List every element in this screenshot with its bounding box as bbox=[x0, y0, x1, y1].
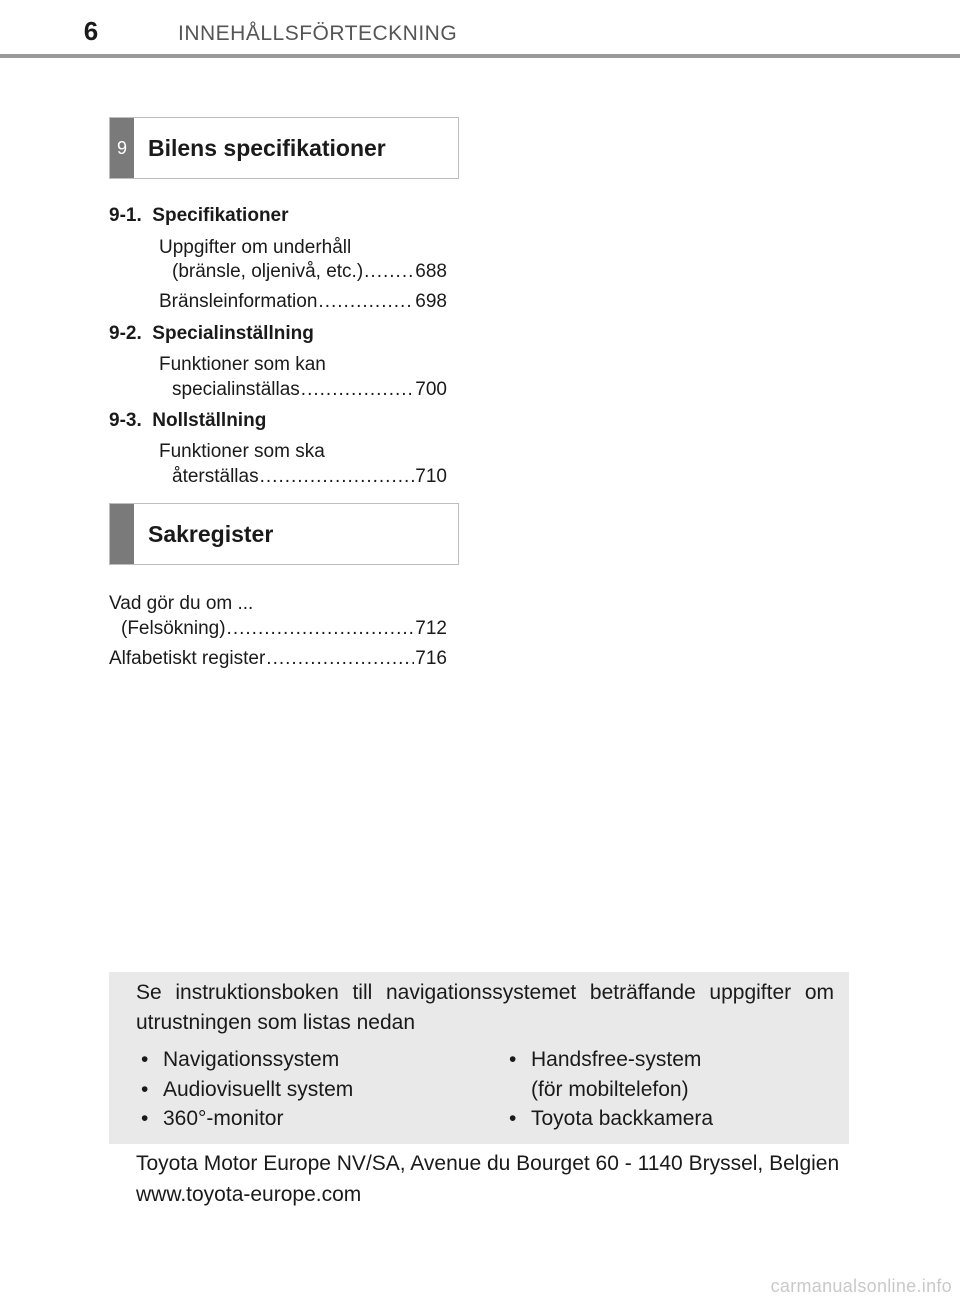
toc-entry-698[interactable] bbox=[159, 290, 447, 314]
note-item: • Navigationssystem bbox=[141, 1045, 339, 1075]
section-9-title: Bilens specifikationer bbox=[148, 134, 386, 161]
toc-entry-label: (Felsökning) bbox=[121, 618, 226, 639]
bullet-icon: • bbox=[509, 1107, 517, 1130]
leader-dots bbox=[266, 647, 414, 671]
toc-entry-700[interactable] bbox=[172, 378, 447, 402]
toc-entry-label: Bränsleinformation bbox=[159, 291, 318, 312]
toc-page-number: 698 bbox=[415, 291, 447, 312]
header-rule bbox=[0, 54, 960, 58]
toc-entry-label: återställas bbox=[172, 466, 259, 487]
bullet-icon: • bbox=[141, 1048, 149, 1071]
toc-entry-line[interactable]: Funktioner som ska bbox=[159, 441, 325, 462]
toc-heading-9-1[interactable]: 9-1. Specifikationer bbox=[109, 205, 289, 226]
toc-entry-line[interactable]: Uppgifter om underhåll bbox=[159, 237, 352, 258]
bullet-icon: • bbox=[141, 1107, 149, 1130]
toc-page-number: 710 bbox=[415, 466, 447, 487]
note-item: • 360°-monitor bbox=[141, 1104, 283, 1134]
index-section-tab bbox=[110, 504, 134, 564]
section-9-header bbox=[109, 117, 459, 179]
toc-entry-688[interactable] bbox=[172, 260, 447, 284]
index-section-header bbox=[109, 503, 459, 565]
toc-page-number: 712 bbox=[415, 618, 447, 639]
note-item-continuation: (för mobiltelefon) bbox=[531, 1078, 689, 1101]
note-item: • Toyota backkamera bbox=[509, 1104, 713, 1134]
toc-entry-label: specialinställas bbox=[172, 379, 300, 400]
toc-entry-710[interactable] bbox=[172, 465, 447, 489]
bullet-icon: • bbox=[509, 1048, 517, 1071]
toc-entry-label: Alfabetiskt register bbox=[109, 648, 266, 669]
leader-dots bbox=[260, 465, 415, 489]
leader-dots bbox=[301, 378, 415, 402]
note-text: Se instruktionsboken till navigationssystemet beträffande uppgifter om utrustningen som listas nedan bbox=[136, 981, 834, 1034]
navigation-note-box bbox=[109, 972, 849, 1144]
toc-entry-716[interactable] bbox=[109, 647, 447, 671]
toc-entry-712[interactable] bbox=[121, 617, 447, 641]
leader-dots bbox=[227, 617, 415, 641]
section-9-tab: 9 bbox=[110, 118, 134, 178]
toc-page-number: 688 bbox=[415, 261, 447, 282]
page-number: 6 bbox=[83, 16, 99, 46]
page-title: INNEHÅLLSFÖRTECKNING bbox=[178, 22, 458, 45]
watermark: carmanualsonline.info bbox=[770, 1276, 952, 1296]
toc-entry-line[interactable]: Vad gör du om ... bbox=[109, 593, 254, 614]
toc-entry-line[interactable]: Funktioner som kan bbox=[159, 354, 326, 375]
leader-dots bbox=[318, 290, 414, 314]
toc-heading-9-2[interactable]: 9-2. Specialinställning bbox=[109, 323, 314, 344]
bullet-icon: • bbox=[141, 1078, 149, 1101]
toc-heading-9-3[interactable]: 9-3. Nollställning bbox=[109, 410, 267, 431]
note-item: • Handsfree-system bbox=[509, 1045, 701, 1075]
toc-entry-label: (bränsle, oljenivå, etc.) bbox=[172, 261, 364, 282]
note-item: • Audiovisuellt system bbox=[141, 1075, 353, 1105]
index-section-title: Sakregister bbox=[148, 520, 274, 547]
publisher-footer: Toyota Motor Europe NV/SA, Avenue du Bourget 60 - 1140 Bryssel, Belgien www.toyota-europe.com bbox=[136, 1152, 840, 1206]
toc-page-number: 716 bbox=[415, 648, 447, 669]
toc-page-number: 700 bbox=[415, 379, 447, 400]
leader-dots bbox=[364, 260, 414, 284]
